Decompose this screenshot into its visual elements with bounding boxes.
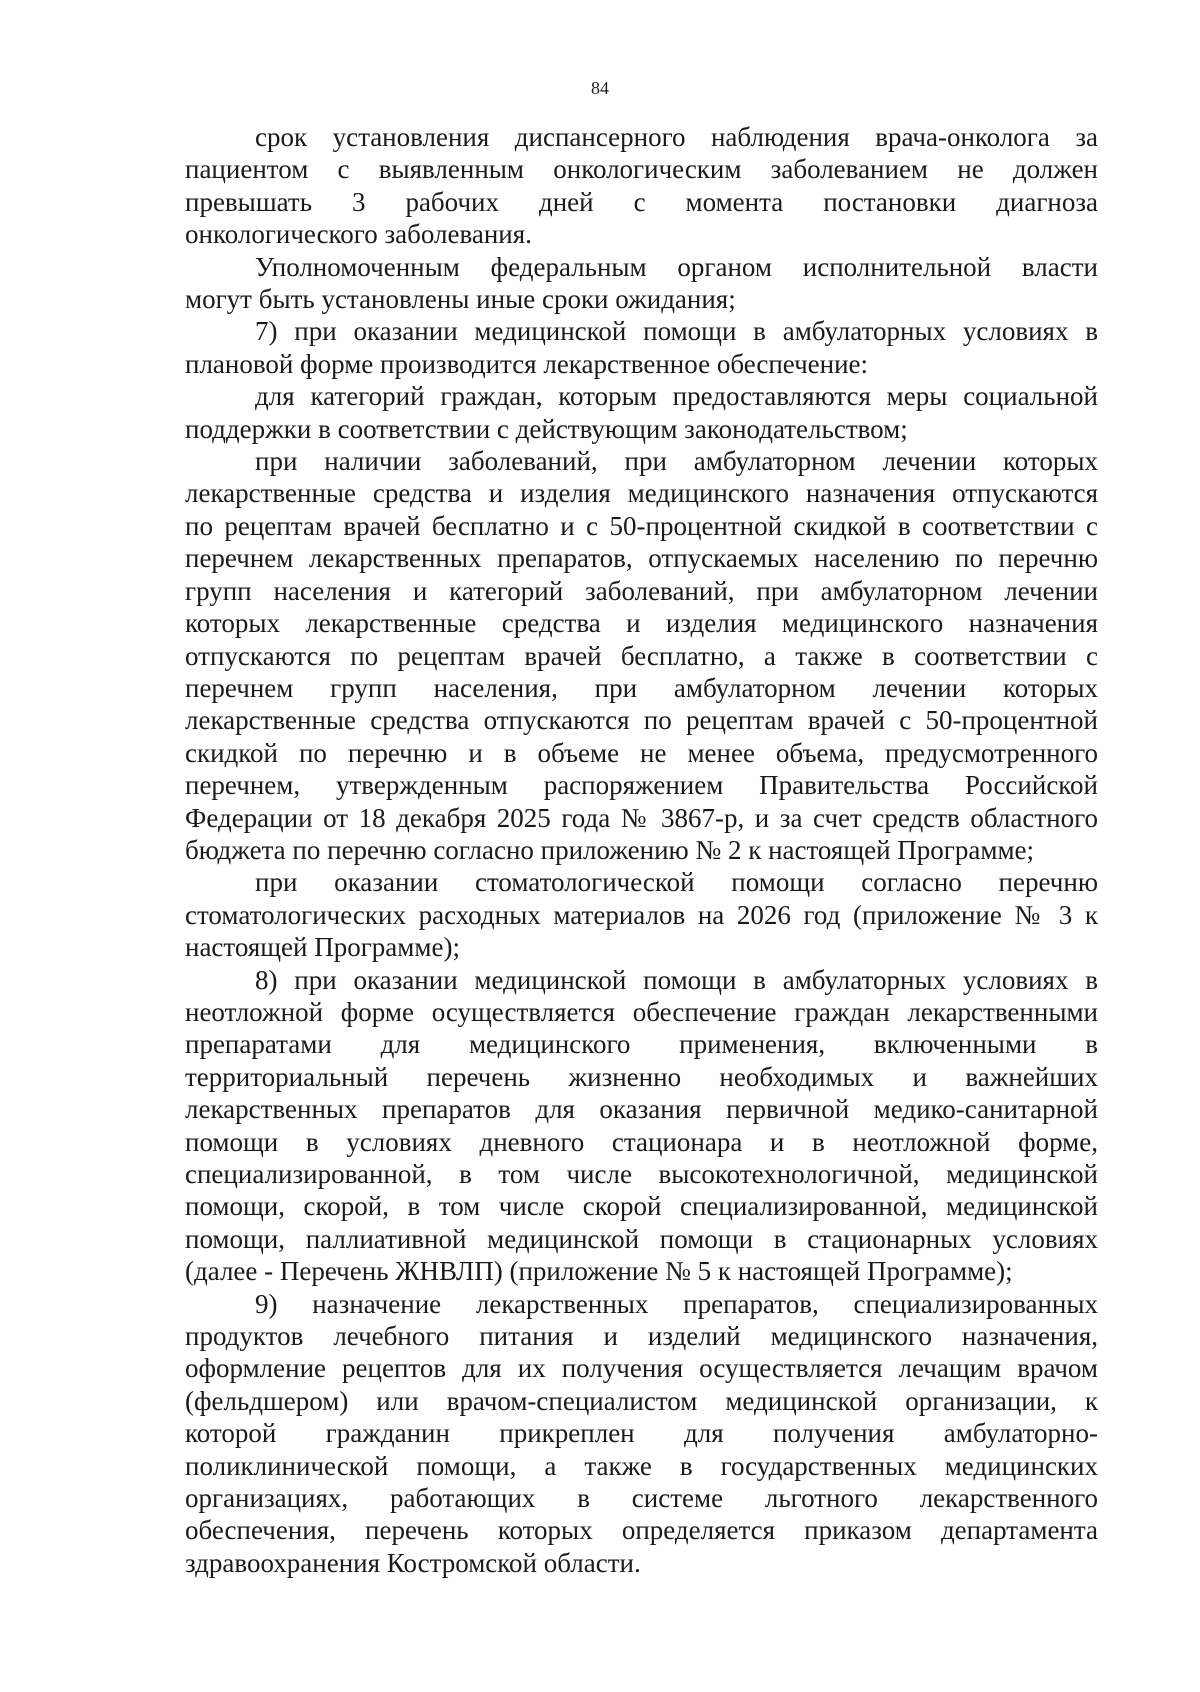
text-line: поликлинической помощи, а также в государственных медицинских [185,1450,1098,1481]
text-line: скидкой по перечню и в объеме не менее объема, предусмотренного [185,737,1098,768]
text-line: организациях, работающих в системе льготного лекарственного [185,1483,1098,1514]
text-line: (фельдшером) или врачом-специалистом медицинской организации, к [185,1385,1098,1416]
paragraph-p3 [185,315,1098,380]
paragraph-p4 [185,380,1098,445]
text-line: неотложной форме осуществляется обеспечение граждан лекарственными [185,996,1098,1027]
text-line: перечнем, утвержденным распоряжением Правительства Российской [185,770,1098,801]
text-line: онкологического заболевания. [185,219,532,250]
text-line: могут быть установлены иные сроки ожидания; [185,284,736,315]
text-line: Федерации от 18 декабря 2025 года № 3867-р, и за счет средств областного [185,802,1098,833]
text-line: бюджета по перечню согласно приложению № 2 к настоящей Программе; [185,834,1035,865]
text-line: при оказании стоматологической помощи согласно перечню [255,867,1098,898]
text-line: здравоохранения Костромской области. [185,1547,641,1578]
text-line: пациентом с выявленным онкологическим заболеванием не должен [185,154,1098,185]
text-line: оформление рецептов для их получения осуществляется лечащим врачом [185,1353,1098,1384]
text-line: Уполномоченным федеральным органом исполнительной власти [255,251,1098,282]
text-line: лекарственных препаратов для оказания первичной медико-санитарной [185,1094,1098,1125]
text-line: лекарственные средства и изделия медицинского назначения отпускаются [185,478,1098,509]
text-line: по рецептам врачей бесплатно и с 50-процентной скидкой в соответствии с [185,510,1098,541]
page-number: 84 [591,78,609,98]
paragraph-p8 [185,1288,1098,1580]
text-line: помощи в условиях дневного стационара и в неотложной форме, [185,1126,1098,1157]
text-line: перечнем лекарственных препаратов, отпускаемых населению по перечню [185,543,1098,574]
text-line: препаратами для медицинского применения, включенными в [185,1029,1098,1060]
text-line: перечнем групп населения, при амбулаторном лечении которых [185,672,1098,703]
text-line: обеспечения, перечень которых определяется приказом департамента [185,1515,1098,1546]
paragraph-p7 [185,964,1098,1288]
text-line: 9) назначение лекарственных препаратов, специализированных [255,1288,1098,1319]
text-line: продуктов лечебного питания и изделий медицинского назначения, [185,1321,1098,1352]
text-line: отпускаются по рецептам врачей бесплатно, а также в соответствии с [185,640,1098,671]
text-line: специализированной, в том числе высокотехнологичной, медицинской [185,1159,1098,1189]
text-line: поддержки в соответствии с действующим законодательством; [185,413,908,444]
text-line: 8) при оказании медицинской помощи в амбулаторных условиях в [255,964,1098,995]
text-line: помощи, скорой, в том числе скорой специализированной, медицинской [185,1191,1098,1222]
text-line: (далее - Перечень ЖНВЛП) (приложение № 5 к настоящей Программе); [185,1256,1013,1287]
paragraph-p6 [185,866,1098,963]
document-body [185,121,1098,1579]
text-line: территориальный перечень жизненно необходимых и важнейших [185,1061,1098,1092]
text-line: которой гражданин прикреплен для получения амбулаторно- [185,1418,1098,1449]
text-line: при наличии заболеваний, при амбулаторном лечении которых [255,446,1098,477]
text-line: для категорий граждан, которым предоставляются меры социальной [255,381,1098,412]
text-line: срок установления диспансерного наблюдения врача-онколога за [255,122,1098,152]
paragraph-p1 [185,121,1098,251]
paragraph-p5 [185,445,1098,866]
text-line: стоматологических расходных материалов на 2026 год (приложение № 3 к [185,899,1098,930]
text-line: которых лекарственные средства и изделия медицинского назначения [185,608,1098,639]
text-line: групп населения и категорий заболеваний, при амбулаторном лечении [185,575,1098,606]
text-line: 7) при оказании медицинской помощи в амбулаторных условиях в [255,316,1098,347]
text-line: настоящей Программе); [185,932,460,963]
text-line: лекарственные средства отпускаются по рецептам врачей с 50-процентной [185,705,1098,736]
text-line: помощи, паллиативной медицинской помощи в стационарных условиях [185,1223,1098,1254]
text-line: плановой форме производится лекарственное обеспечение: [185,348,869,379]
paragraph-p2 [185,251,1098,316]
text-line: превышать 3 рабочих дней с момента постановки диагноза [185,186,1098,217]
